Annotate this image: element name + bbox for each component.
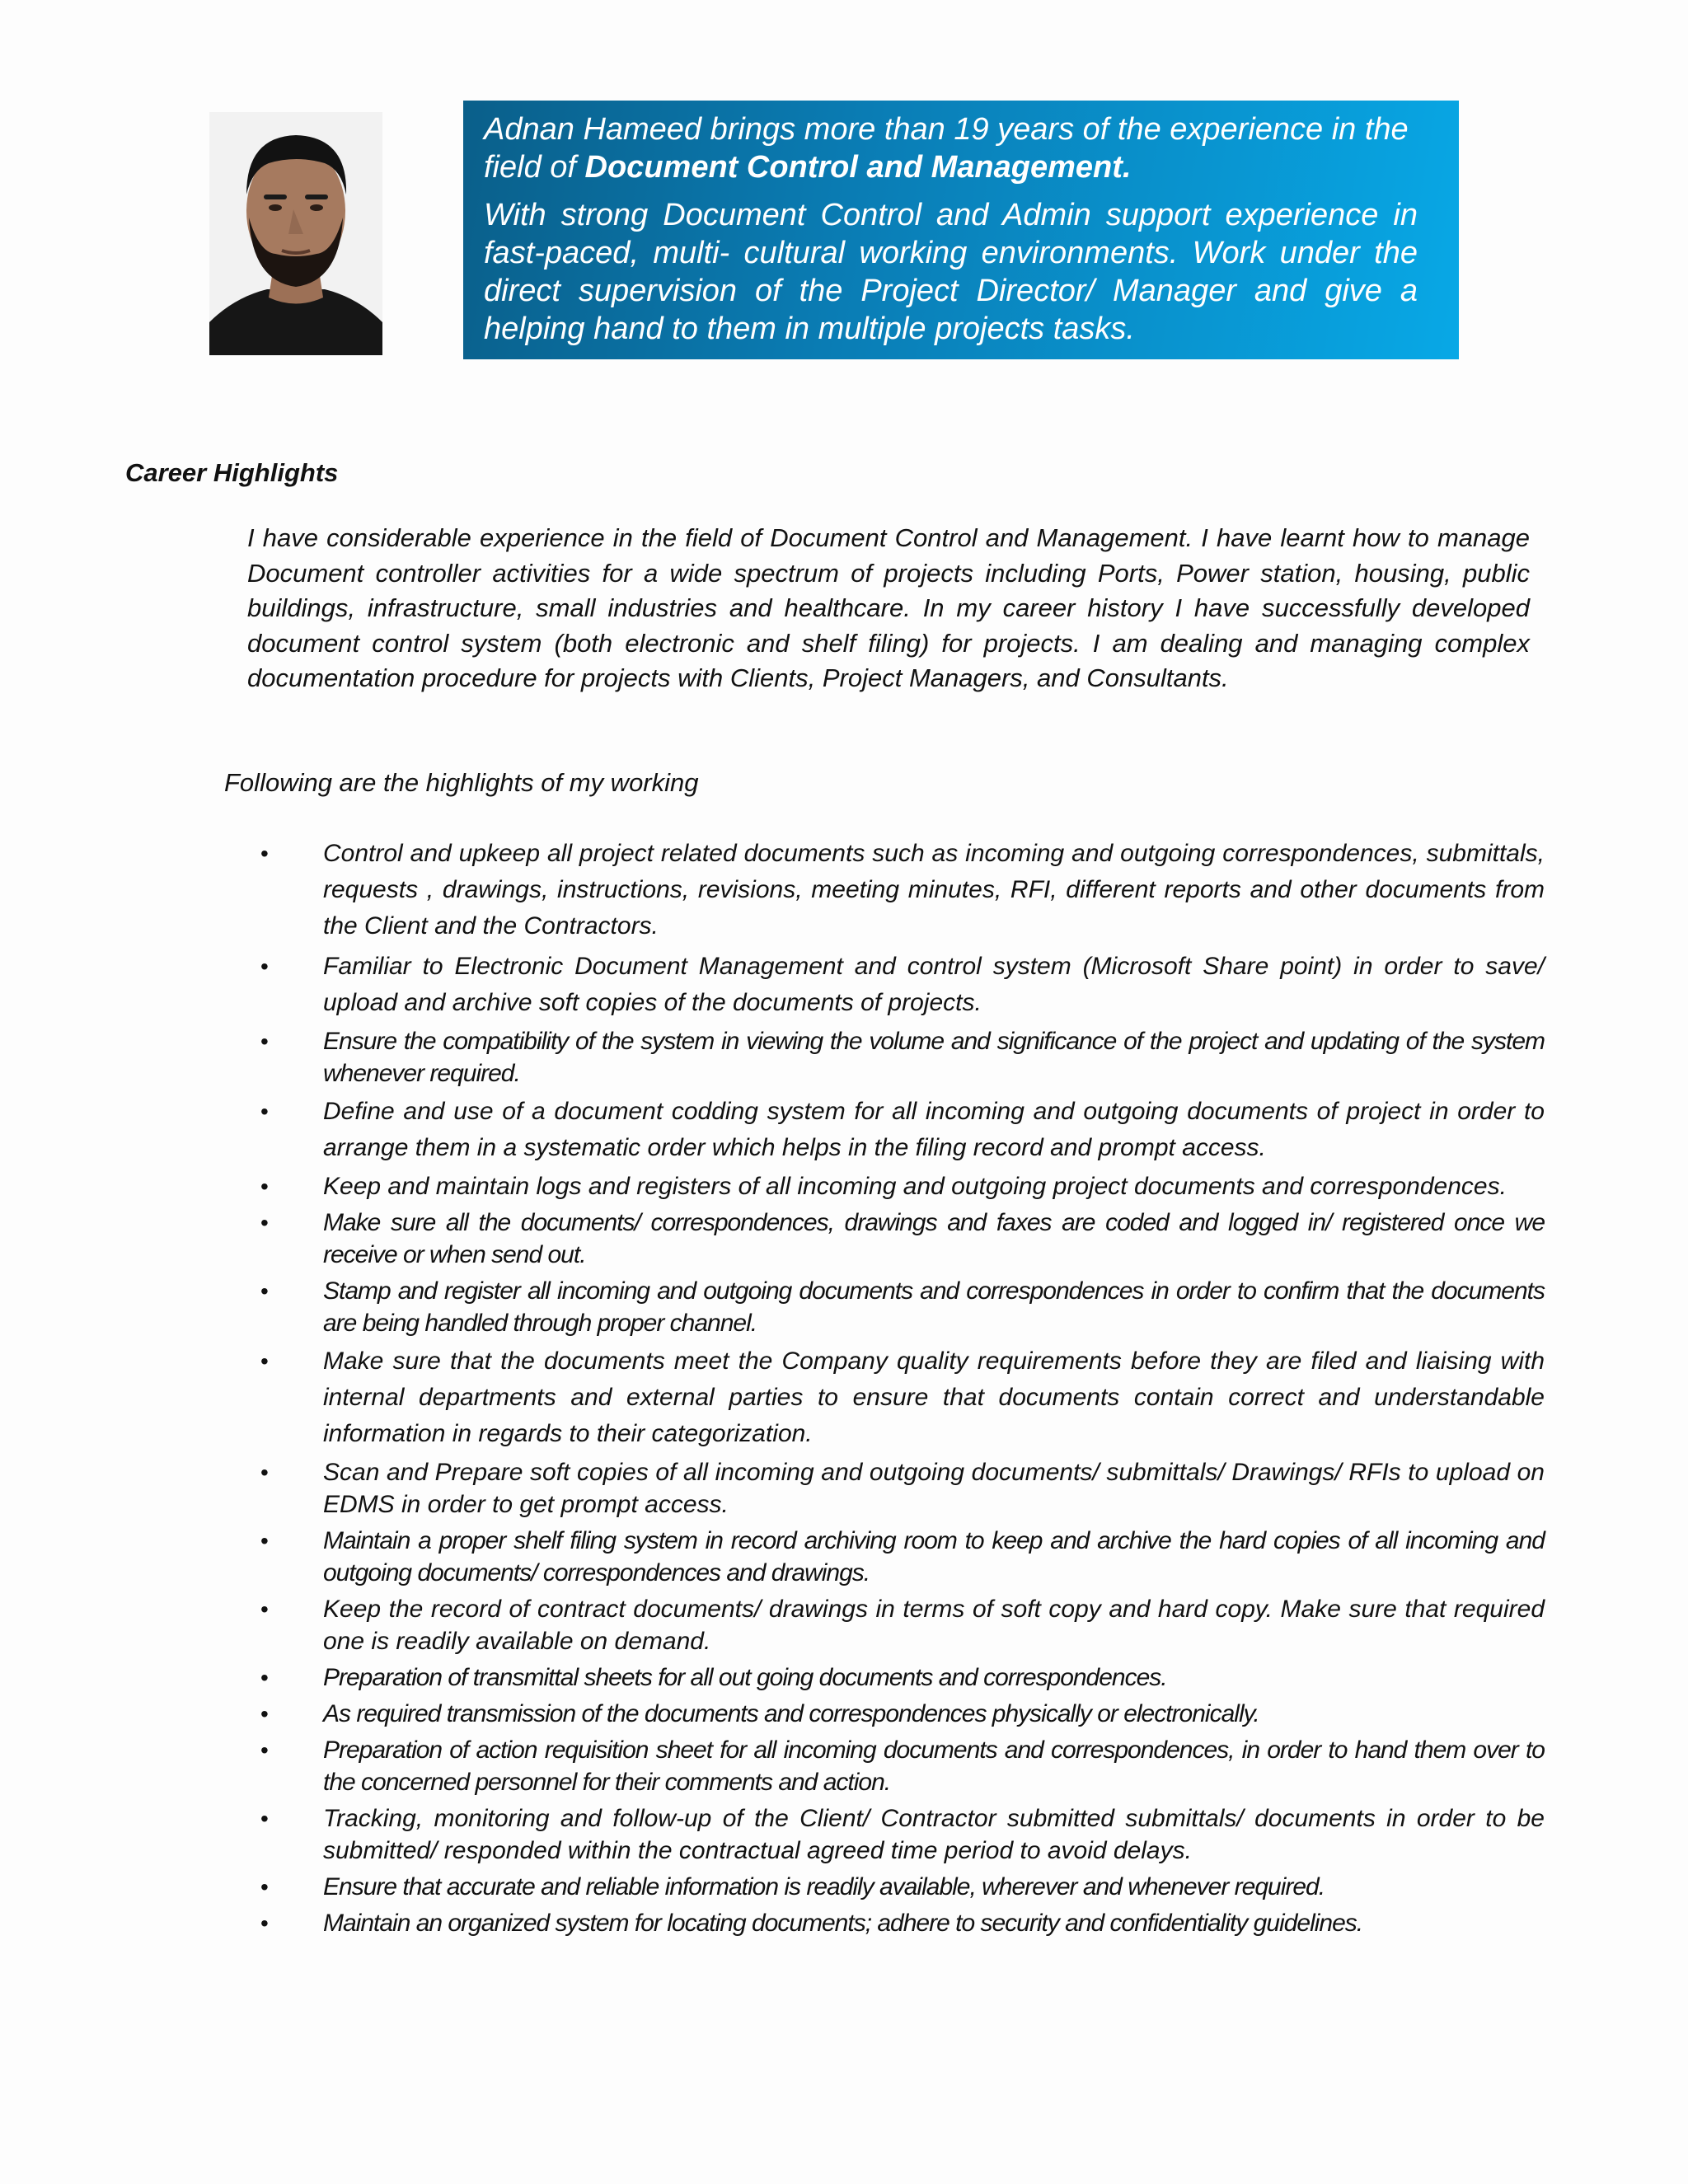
banner-intro	[484, 110, 1418, 186]
list-item-text: Define and use of a document codding system for all incoming and outgoing documents of project in order to arrange them in a systematic order which helps in the filing record and prompt access.	[323, 1098, 1545, 1161]
list-item-text: Ensure that accurate and reliable information is readily available, wherever and whenever required.	[323, 1873, 1325, 1900]
bullet-icon: •	[260, 1029, 268, 1054]
highlights-list	[256, 836, 1545, 1943]
bullet-icon: •	[260, 1596, 269, 1622]
list-item	[256, 949, 1545, 1021]
list-item-text: Stamp and register all incoming and outgoing documents and correspondences in order to confirm that the documents are being handled through proper channel.	[323, 1277, 1545, 1337]
list-item-text: Tracking, monitoring and follow-up of the Client/ Contractor submitted submittals/ documents in order to be submitted/ responded within the contractual agreed time period to avoid delays.	[323, 1805, 1545, 1864]
list-item	[256, 1275, 1545, 1339]
bullet-icon: •	[260, 1460, 269, 1485]
bullet-icon: •	[260, 1528, 268, 1554]
list-item	[256, 1025, 1545, 1090]
bullet-icon: •	[260, 1278, 268, 1304]
bullet-icon: •	[260, 1348, 269, 1374]
list-item-text: Control and upkeep all project related documents such as incoming and outgoing correspondences, submittals, requests , drawings, instructions, revisions, meeting minutes, RFI, different reports and other documents from the Client and the Contractors.	[323, 840, 1545, 940]
list-item	[256, 1802, 1545, 1867]
bullet-icon: •	[260, 1099, 269, 1124]
list-item	[256, 1871, 1545, 1903]
bullet-icon: •	[260, 1665, 268, 1690]
list-item	[256, 1734, 1545, 1798]
list-item	[256, 1525, 1545, 1589]
list-item	[256, 1593, 1545, 1657]
list-item	[256, 1170, 1545, 1202]
list-item	[256, 1698, 1545, 1730]
bullet-icon: •	[260, 954, 269, 979]
list-item-text: Maintain an organized system for locating documents; adhere to security and confidentiality guidelines.	[323, 1910, 1363, 1937]
list-item-text: Keep and maintain logs and registers of all incoming and outgoing project documents and correspondences.	[323, 1173, 1507, 1200]
bullet-icon: •	[260, 1737, 268, 1763]
list-item-text: Preparation of transmittal sheets for all out going documents and correspondences.	[323, 1664, 1167, 1691]
list-item-text: As required transmission of the documents and correspondences physically or electronically.	[323, 1700, 1259, 1727]
list-item-text: Make sure that the documents meet the Company quality requirements before they are filed and liaising with internal departments and external parties to ensure that documents contain correct and understandable information in regards to their categorization.	[323, 1347, 1545, 1447]
list-item-text: Maintain a proper shelf filing system in record archiving room to keep and archive the hard copies of all incoming and outgoing documents/ correspondences and drawings.	[323, 1527, 1545, 1586]
summary-banner	[463, 101, 1459, 359]
list-item	[256, 1343, 1545, 1452]
list-item	[256, 1456, 1545, 1521]
list-item	[256, 836, 1545, 944]
list-item	[256, 1207, 1545, 1271]
highlights-lead: Following are the highlights of my working	[224, 768, 699, 797]
list-item-text: Keep the record of contract documents/ drawings in terms of soft copy and hard copy. Make sure that required one is readily available on demand.	[323, 1596, 1545, 1655]
banner-line1: Adnan Hameed brings more than 19 years of the experience in the field of	[484, 112, 1409, 185]
bullet-icon: •	[260, 1174, 269, 1199]
list-item	[256, 1661, 1545, 1694]
list-item-text: Scan and Prepare soft copies of all incoming and outgoing documents/ submittals/ Drawings/ RFIs to upload on EDMS in order to get prompt access.	[323, 1459, 1545, 1518]
section-title: Career Highlights	[125, 458, 339, 487]
profile-photo	[209, 112, 382, 355]
list-item-text: Familiar to Electronic Document Management and control system (Microsoft Share point) in order to save/ upload and archive soft copies of the documents of projects.	[323, 953, 1545, 1016]
portrait-photo-icon	[209, 112, 382, 355]
bullet-icon: •	[260, 841, 269, 866]
banner-line2: With strong Document Control and Admin support experience in fast-paced, multi- cultural working environments. Work under the direct supervision of the Project Director/ Manager and give a helping hand to them in multiple projects tasks.	[484, 198, 1418, 346]
list-item-text: Preparation of action requisition sheet for all incoming documents and correspondences, in order to hand them over to the concerned personnel for their comments and action.	[323, 1736, 1545, 1796]
banner-line1-bold: Document Control and Management.	[584, 150, 1132, 185]
bullet-icon: •	[260, 1874, 268, 1900]
list-item-text: Ensure the compatibility of the system in viewing the volume and significance of the project and updating of the system whenever required.	[323, 1028, 1545, 1087]
bullet-icon: •	[260, 1806, 269, 1831]
career-intro: I have considerable experience in the field of Document Control and Management. I have learnt how to manage Document controller activities for a wide spectrum of projects including Ports, Power station, housing, public buildings, infrastructure, small industries and healthcare. In my career history I have successfully developed document control system (both electronic and shelf filing) for projects. I am dealing and managing complex documentation procedure for projects with Clients, Project Managers, and Consultants.	[247, 523, 1530, 692]
list-item	[256, 1907, 1545, 1939]
list-item	[256, 1094, 1545, 1166]
list-item-text: Make sure all the documents/ correspondences, drawings and faxes are coded and logged in/ registered once we receive or when send out.	[323, 1209, 1545, 1268]
bullet-icon: •	[260, 1910, 268, 1936]
bullet-icon: •	[260, 1701, 268, 1727]
bullet-icon: •	[260, 1210, 268, 1235]
